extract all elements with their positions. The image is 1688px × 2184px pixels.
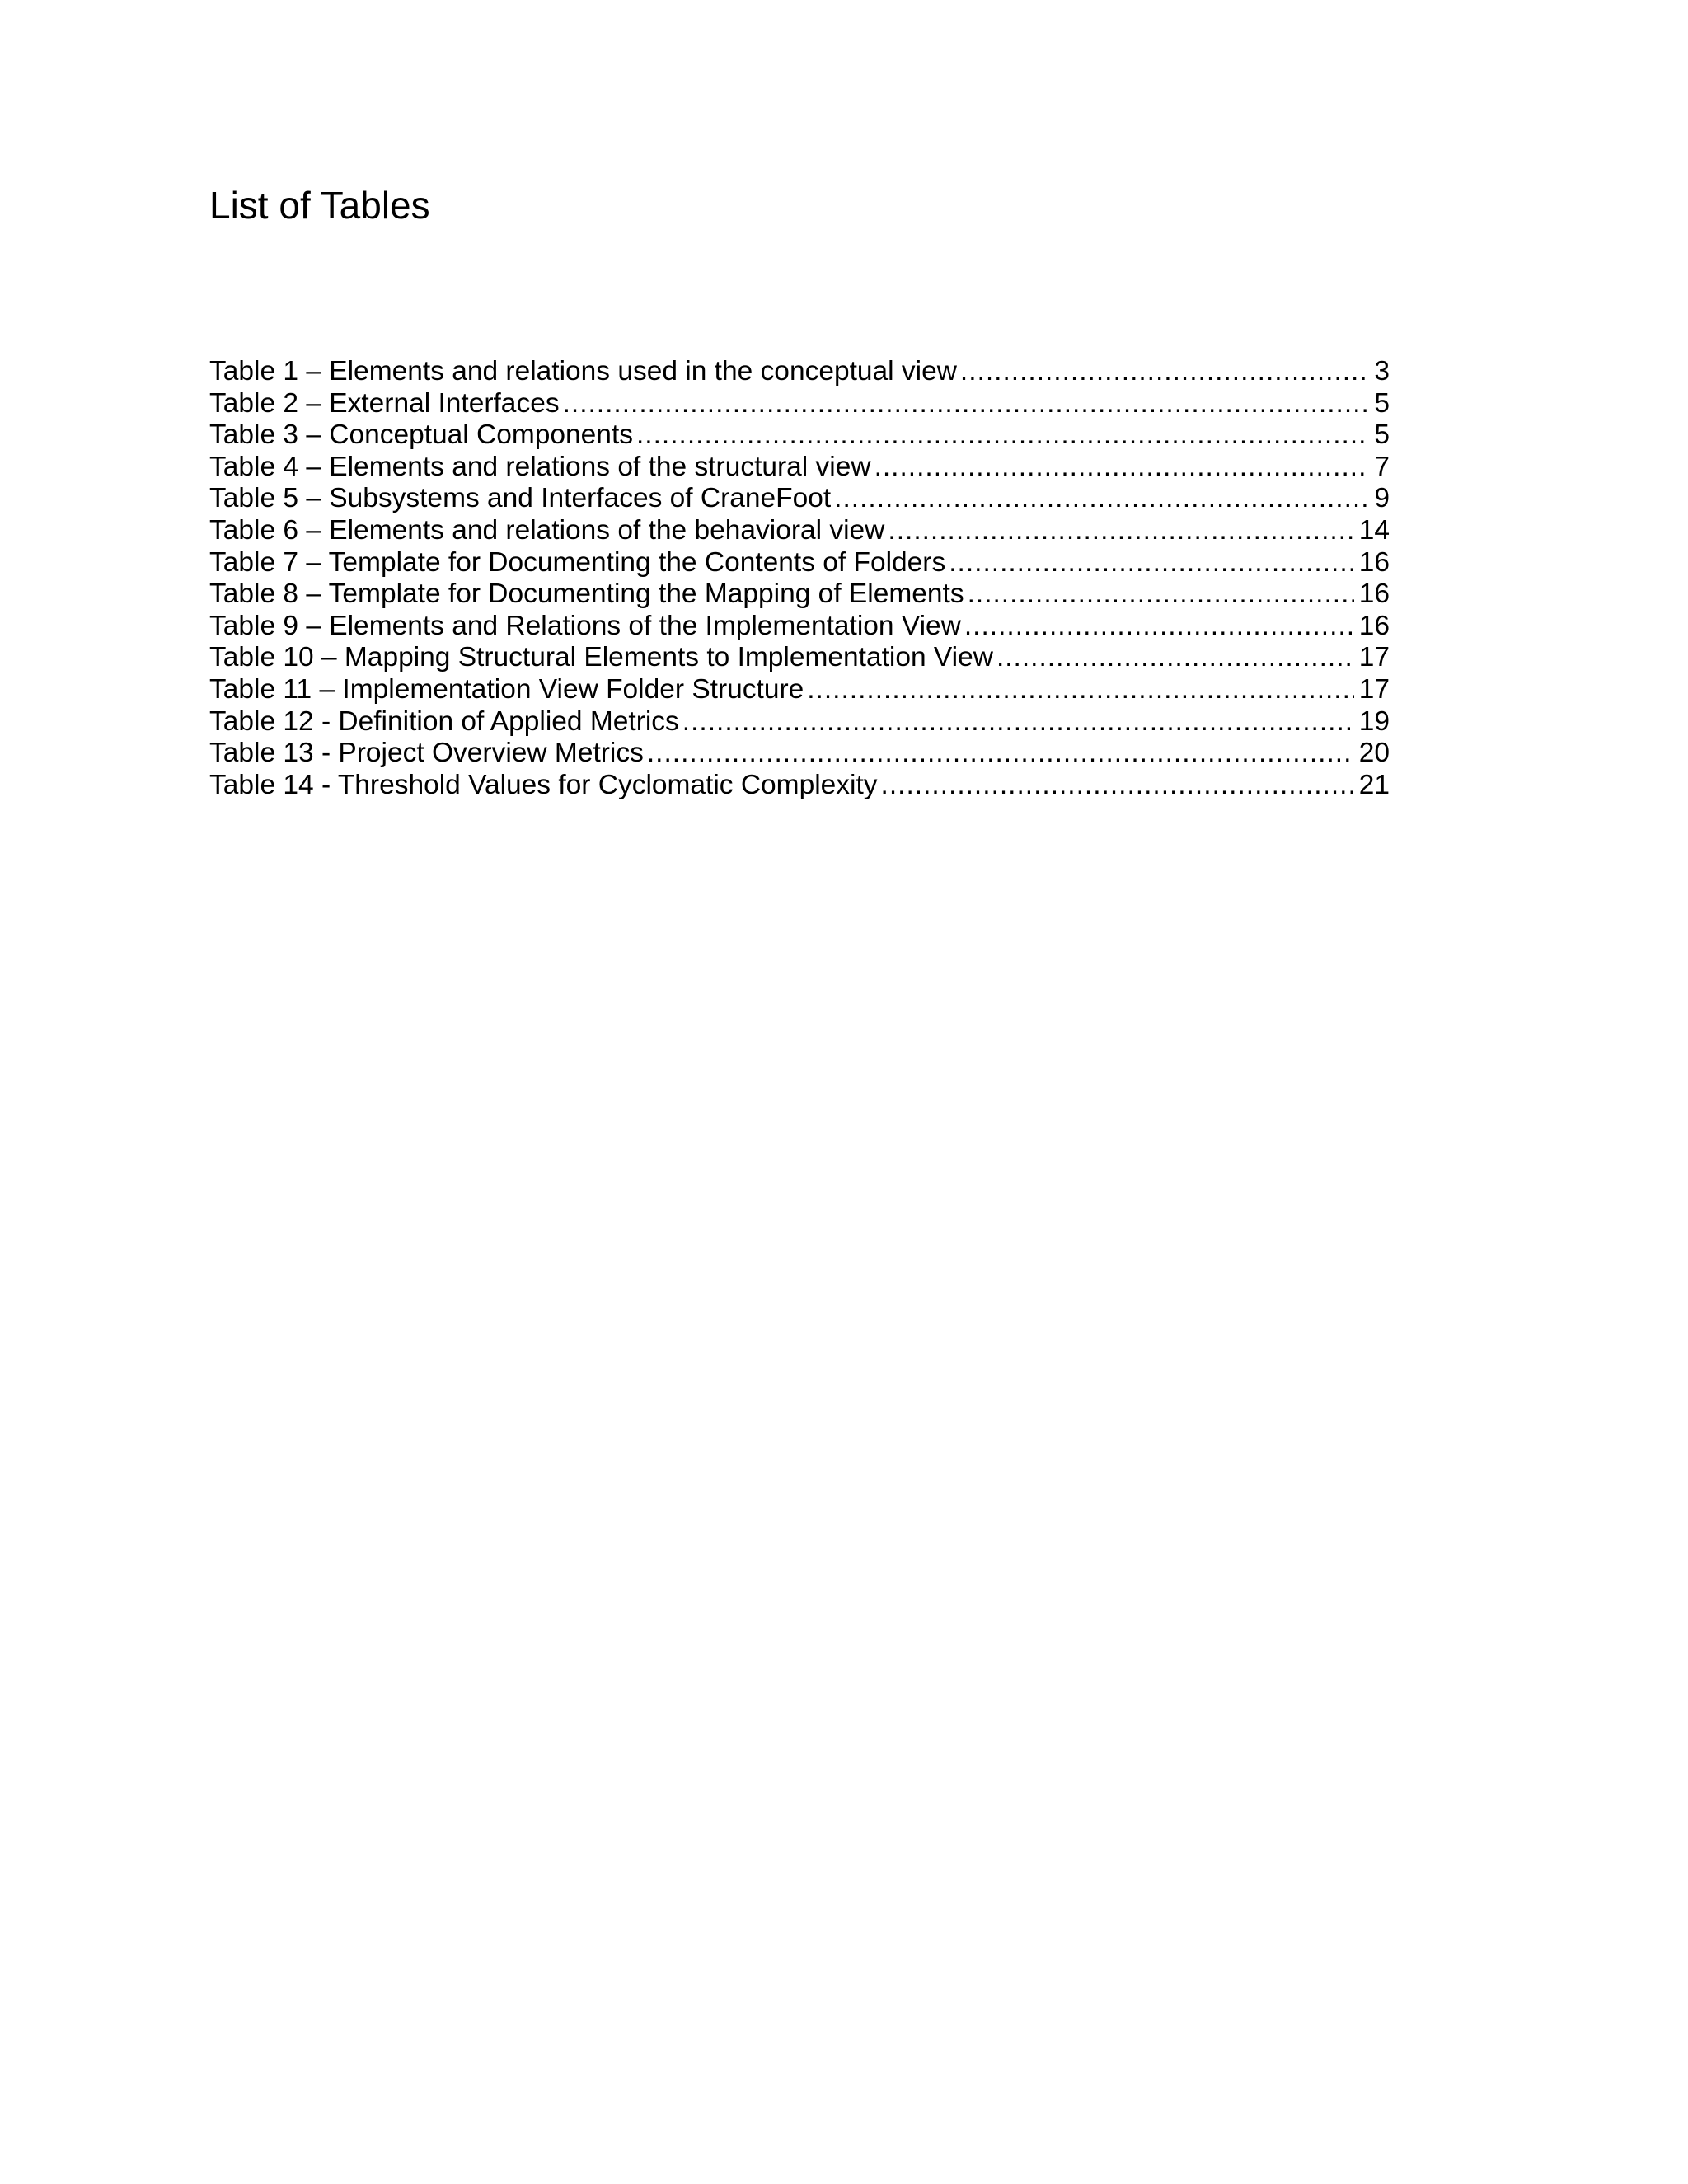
toc-entry-table-5[interactable]: [209, 483, 1390, 515]
toc-entry-table-6[interactable]: [209, 515, 1390, 547]
toc-entry-label: Table 13 - Project Overview Metrics: [209, 738, 644, 769]
toc-entry-label: Table 11 – Implementation View Folder Structure: [209, 673, 804, 705]
toc-entry-page-number: 17: [1358, 673, 1390, 705]
toc-entry-label: Table 12 - Definition of Applied Metrics: [209, 705, 679, 737]
dot-leader: [888, 515, 1353, 547]
dot-leader: [807, 674, 1353, 706]
toc-entry-label: Table 10 – Mapping Structural Elements to Implementation View: [209, 642, 993, 673]
toc-entry-label: Table 3 – Conceptual Components: [209, 419, 633, 451]
toc-entry-label: Table 6 – Elements and relations of the behavioral view: [209, 514, 885, 546]
toc-entry-label: Table 4 – Elements and relations of the structural view: [209, 451, 871, 482]
toc-entry-page-number: 17: [1358, 642, 1390, 673]
toc-entry-table-9[interactable]: [209, 611, 1390, 643]
toc-entry-page-number: 21: [1358, 769, 1390, 800]
dot-leader: [996, 642, 1354, 674]
toc-entry-table-2[interactable]: [209, 388, 1390, 420]
toc-entry-label: Table 2 – External Interfaces: [209, 387, 560, 419]
toc-entry-table-8[interactable]: [209, 579, 1390, 611]
dot-leader: [949, 547, 1354, 579]
dot-leader: [636, 419, 1369, 452]
toc-entry-table-4[interactable]: [209, 452, 1390, 484]
toc-entry-page-number: 16: [1358, 610, 1390, 641]
toc-entry-table-1[interactable]: [209, 356, 1390, 388]
toc-entry-label: Table 8 – Template for Documenting the Mapping of Elements: [209, 579, 964, 610]
toc-entry-table-3[interactable]: [209, 419, 1390, 452]
toc-entry-table-14[interactable]: [209, 770, 1390, 802]
dot-leader: [881, 770, 1354, 802]
list-of-tables: [209, 356, 1390, 801]
toc-entry-page-number: 16: [1358, 546, 1390, 578]
toc-entry-label: Table 1 – Elements and relations used in the conceptual view: [209, 356, 957, 387]
toc-entry-table-7[interactable]: [209, 547, 1390, 579]
dot-leader: [647, 738, 1354, 770]
toc-entry-table-12[interactable]: [209, 706, 1390, 738]
toc-entry-page-number: 7: [1374, 451, 1390, 482]
toc-entry-label: Table 14 - Threshold Values for Cyclomatic Complexity: [209, 769, 878, 800]
toc-entry-page-number: 9: [1374, 483, 1390, 514]
toc-entry-table-11[interactable]: [209, 674, 1390, 706]
toc-entry-page-number: 3: [1374, 356, 1390, 387]
dot-leader: [874, 452, 1370, 484]
dot-leader: [834, 483, 1369, 515]
toc-entry-label: Table 5 – Subsystems and Interfaces of CraneFoot: [209, 483, 832, 514]
toc-entry-page-number: 5: [1374, 387, 1390, 419]
dot-leader: [960, 356, 1369, 388]
toc-entry-page-number: 5: [1374, 419, 1390, 451]
dot-leader: [964, 611, 1354, 643]
toc-entry-table-10[interactable]: [209, 642, 1390, 674]
dot-leader: [968, 579, 1354, 611]
toc-entry-label: Table 7 – Template for Documenting the Contents of Folders: [209, 546, 946, 578]
toc-entry-page-number: 16: [1358, 579, 1390, 610]
toc-entry-page-number: 19: [1358, 705, 1390, 737]
toc-entry-page-number: 20: [1358, 738, 1390, 769]
toc-entry-page-number: 14: [1358, 514, 1390, 546]
page-title: List of Tables: [209, 184, 430, 227]
toc-entry-table-13[interactable]: [209, 738, 1390, 770]
toc-entry-label: Table 9 – Elements and Relations of the Implementation View: [209, 610, 961, 641]
dot-leader: [563, 388, 1370, 420]
dot-leader: [682, 706, 1354, 738]
